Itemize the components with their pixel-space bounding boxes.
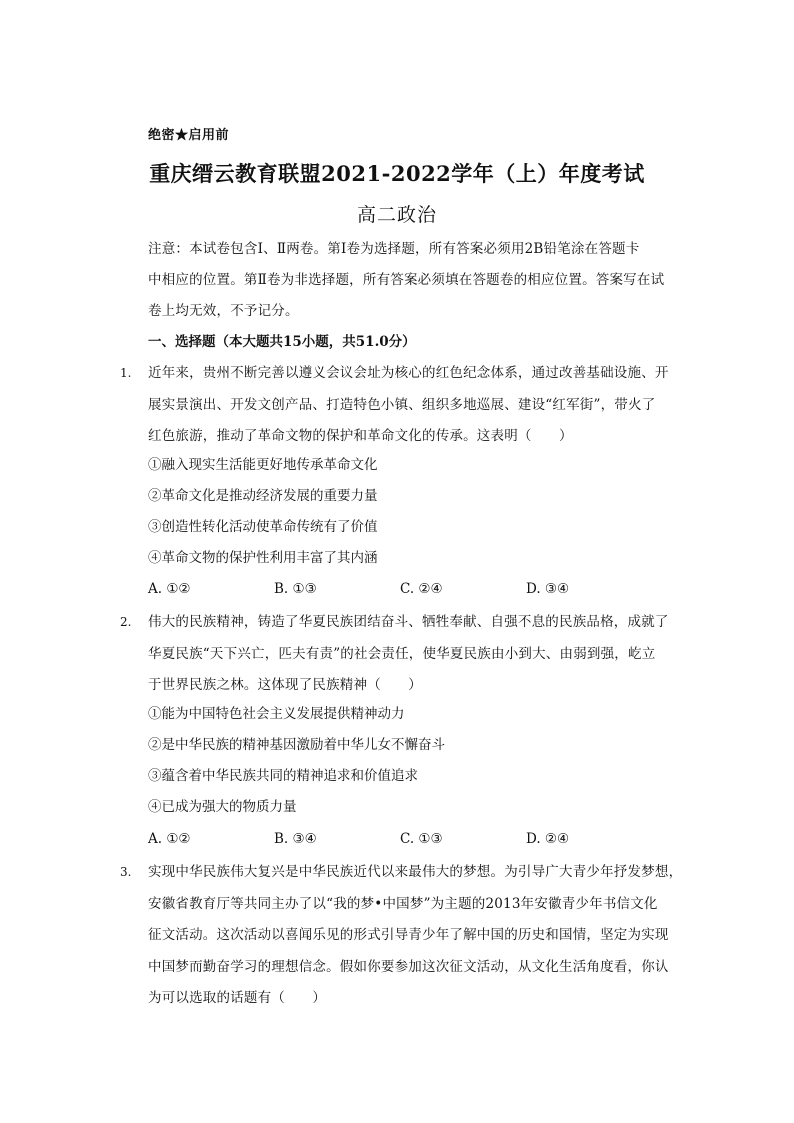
stem-line: 展实景演出、开发文创产品、打造特色小镇、组织多地巡展、建设“红军街”，带火了 xyxy=(148,396,656,413)
exam-notice xyxy=(148,234,678,327)
confidential-mark: 绝密★启用前 xyxy=(148,128,230,143)
statement-item: ①能为中国特色社会主义发展提供精神动力 xyxy=(148,706,405,722)
choice-a: A. ①② xyxy=(148,831,191,847)
choice-d: D. ③④ xyxy=(526,581,570,597)
exam-subject: 高二政治 xyxy=(356,204,437,226)
statement-item: ④已成为强大的物质力量 xyxy=(148,799,297,815)
choice-b: B. ③④ xyxy=(274,831,317,847)
statement-item: ③创造性转化活动使革命传统有了价值 xyxy=(148,519,378,535)
notice-line: 中相应的位置。第Ⅱ卷为非选择题，所有答案必须填在答题卷的相应位置。答案写在试 xyxy=(148,272,665,288)
question-number: 1. xyxy=(120,366,132,380)
statement-item: ④革命文物的保护性利用丰富了其内涵 xyxy=(148,550,378,566)
stem-line: 中国梦而勤奋学习的理想信念。假如你要参加这次征文活动，从文化生活角度看，你认 xyxy=(148,958,669,975)
statement-list xyxy=(148,699,678,823)
statement-item: ③蕴含着中华民族共同的精神追求和价值追求 xyxy=(148,768,418,784)
notice-line: 卷上均无效，不予记分。 xyxy=(148,303,299,319)
notice-line: 注意：本试卷包含Ⅰ、Ⅱ两卷。第Ⅰ卷为选择题，所有答案必须用2B铅笔涂在答题卡 xyxy=(148,241,640,257)
question-stem xyxy=(148,857,683,1015)
choice-d: D. ②④ xyxy=(526,831,570,847)
answer-choices xyxy=(148,574,678,605)
exam-title: 重庆缙云教育联盟2021-2022学年（上）年度考试 xyxy=(149,161,645,186)
stem-line: 安徽省教育厅等共同主办了以“我的梦•中国梦”为主题的2013年安徽青少年书信文化 xyxy=(148,895,658,912)
stem-line: 红色旅游，推动了革命文物的保护和革命文化的传承。这表明（ ） xyxy=(148,428,573,444)
stem-line: 华夏民族“天下兴亡，匹夫有责”的社会责任，使华夏民族由小到大、由弱到强，屹立 xyxy=(148,645,656,662)
statement-item: ②是中华民族的精神基因激励着中华儿女不懈奋斗 xyxy=(148,737,445,753)
stem-line: 为可以选取的话题有（ ） xyxy=(148,990,327,1006)
question-number: 2. xyxy=(120,615,132,629)
section-heading: 一、选择题（本大题共15小题，共51.0分） xyxy=(148,334,416,350)
statement-list xyxy=(148,450,678,574)
question-stem xyxy=(148,358,678,453)
stem-line: 实现中华民族伟大复兴是中华民族近代以来最伟大的梦想。为引导广大青少年抒发梦想， xyxy=(148,864,683,880)
answer-choices xyxy=(148,824,678,855)
stem-line: 征文活动。这次活动以喜闻乐见的形式引导青少年了解中国的历史和国情，坚定为实现 xyxy=(148,927,669,943)
stem-line: 伟大的民族精神，铸造了华夏民族团结奋斗、牺牲奉献、自强不息的民族品格，成就了 xyxy=(148,614,669,630)
statement-item: ②革命文化是推动经济发展的重要力量 xyxy=(148,488,378,504)
statement-item: ①融入现实生活能更好地传承革命文化 xyxy=(148,457,378,473)
choice-c: C. ①③ xyxy=(400,831,443,847)
stem-line: 近年来，贵州不断完善以遵义会议会址为核心的红色纪念体系，通过改善基础设施、开 xyxy=(148,365,669,381)
question-number: 3. xyxy=(120,865,132,879)
question-stem xyxy=(148,607,678,702)
stem-line: 于世界民族之林。这体现了民族精神（ ） xyxy=(148,677,422,693)
choice-b: B. ①③ xyxy=(274,581,317,597)
choice-a: A. ①② xyxy=(148,581,191,597)
choice-c: C. ②④ xyxy=(400,581,443,597)
